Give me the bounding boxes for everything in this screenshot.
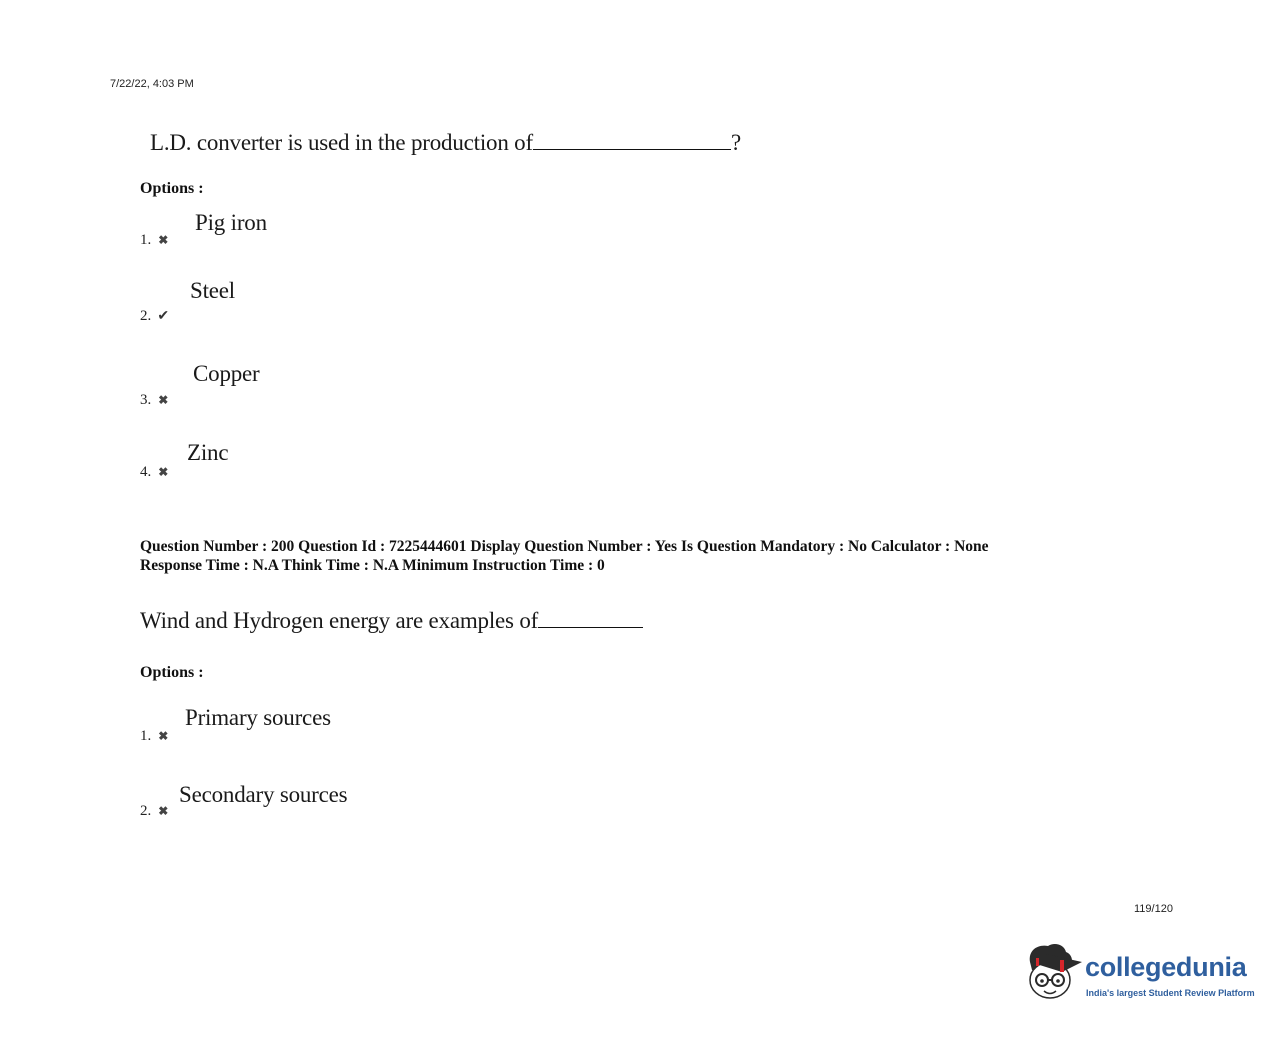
q2-option-2-text: Secondary sources: [179, 782, 348, 807]
question-meta-line-1: Question Number : 200 Question Id : 7225444601 Display Question Number : Yes Is Question Mandatory : No Calculator : None: [140, 538, 989, 555]
check-icon: ✔: [157, 309, 170, 324]
options-label: Options :: [140, 180, 204, 197]
option-number: 3.: [140, 392, 152, 408]
q1-option-3-text: Copper: [193, 361, 260, 386]
q2-option-1-text: Primary sources: [185, 705, 331, 730]
question-1-text: [150, 130, 741, 156]
page-number: 119/120: [1134, 903, 1173, 915]
question-2-text: [140, 608, 643, 634]
option-number: 2.: [140, 308, 152, 324]
q2-option-1: [140, 728, 170, 745]
q1-option-1: [140, 232, 170, 249]
q2-option-2: [140, 803, 170, 820]
cross-icon: ✖: [158, 465, 169, 479]
answer-blank: [538, 626, 643, 628]
q1-option-2-text: Steel: [190, 278, 235, 303]
question-2-stem: Wind and Hydrogen energy are examples of: [140, 608, 539, 633]
option-number: 1.: [140, 728, 152, 744]
collegedunia-tagline: India's largest Student Review Platform: [1086, 988, 1255, 998]
collegedunia-mascot-icon: [1024, 940, 1084, 1010]
options-label: Options :: [140, 664, 204, 681]
cross-icon: ✖: [158, 804, 169, 818]
question-1-suffix: ?: [730, 130, 741, 155]
answer-blank: [533, 148, 731, 150]
option-number: 1.: [140, 232, 152, 248]
q1-option-2: [140, 308, 170, 325]
question-1-stem: L.D. converter is used in the production of: [150, 130, 533, 155]
question-meta-line-2: Response Time : N.A Think Time : N.A Minimum Instruction Time : 0: [140, 557, 605, 574]
cross-icon: ✖: [158, 233, 169, 247]
collegedunia-logo-text: collegedunia: [1085, 952, 1247, 982]
cross-icon: ✖: [158, 729, 169, 743]
option-number: 2.: [140, 803, 152, 819]
q1-option-4-text: Zinc: [187, 440, 229, 465]
option-number: 4.: [140, 464, 152, 480]
cross-icon: ✖: [158, 393, 169, 407]
q1-option-1-text: Pig iron: [195, 210, 267, 235]
q1-option-3: [140, 392, 170, 409]
print-timestamp: 7/22/22, 4:03 PM: [110, 78, 194, 90]
q1-option-4: [140, 464, 170, 481]
